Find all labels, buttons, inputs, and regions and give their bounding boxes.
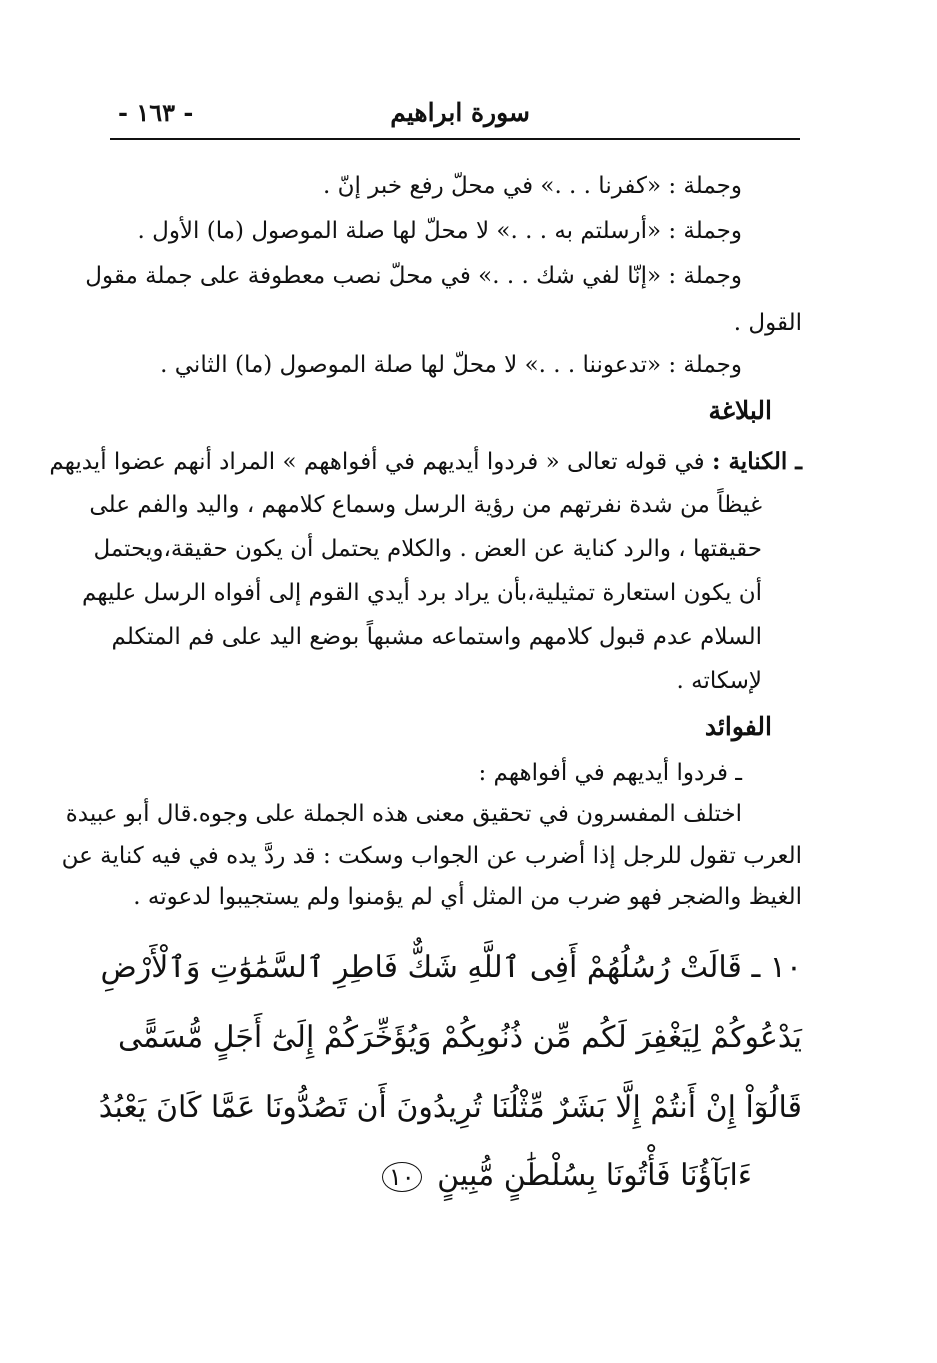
balagha-heading: البلاغة bbox=[708, 396, 772, 425]
irab-line: وجملة : «تدعوننا . . .» لا محلّ لها صلة الموصول (ما) الثاني . bbox=[160, 352, 742, 378]
verse-line: يَدْعُوكُمْ لِيَغْفِرَ لَكُم مِّن ذُنُوبِكُمْ وَيُؤَخِّرَكُمْ إِلَىٰٓ أَجَلٍ مُّسَمًّى bbox=[117, 1020, 802, 1055]
page-number: - ١٦٣ - bbox=[118, 98, 194, 127]
fawaid-line: الغيظ والضجر فهو ضرب من المثل أي لم يؤمنوا ولم يستجيبوا لدعوته . bbox=[133, 884, 802, 910]
balagha-line: غيظاً من شدة نفرتهم من رؤية الرسل وسماع كلامهم ، واليد والفم على bbox=[89, 492, 762, 518]
balagha-line: السلام عدم قبول كلامهم واستماعه مشبهاً بوضع اليد على فم المتكلم bbox=[111, 624, 762, 650]
fawaid-line: اختلف المفسرون في تحقيق معنى هذه الجملة على وجوه.قال أبو عبيدة bbox=[65, 801, 742, 827]
fawaid-line: العرب تقول للرجل إذا أضرب عن الجواب وسكت : قد ردَّ يده في فيه كناية عن bbox=[61, 843, 802, 869]
verse-line bbox=[382, 1158, 752, 1194]
balagha-line: أن يكون استعارة تمثيلية،بأن يراد برد أيدي القوم إلى أفواه الرسل عليهم bbox=[82, 580, 762, 606]
page-header bbox=[110, 92, 800, 140]
verse-text: قَالَتْ رُسُلُهُمْ أَفِى ٱللَّهِ شَكٌّ فَاطِرِ ٱلسَّمَٰوَٰتِ وَٱلْأَرْضِ bbox=[100, 950, 742, 985]
surah-title: سورة ابراهيم bbox=[390, 98, 530, 127]
kinaya-term: ـ الكناية : bbox=[711, 448, 802, 475]
fawaid-heading: الفوائد bbox=[704, 712, 772, 741]
irab-line: القول . bbox=[733, 310, 802, 336]
balagha-line: حقيقتها ، والرد كناية عن العض . والكلام يحتمل أن يكون حقيقة،ويحتمل bbox=[93, 536, 762, 562]
balagha-line: لإسكاته . bbox=[676, 668, 762, 694]
ayah-marker: ١٠ bbox=[382, 1162, 422, 1192]
balagha-line bbox=[49, 448, 802, 477]
irab-line: وجملة : «كفرنا . . .» في محلّ رفع خبر إنّ . bbox=[322, 173, 742, 199]
irab-line: وجملة : «إنّا لفي شك . . .» في محلّ نصب معطوفة على جملة مقول bbox=[85, 263, 742, 289]
fawaid-subtitle: ـ فردوا أيديهم في أفواههم : bbox=[478, 760, 742, 786]
verse-line bbox=[100, 950, 802, 986]
verse-number: ١٠ ـ bbox=[751, 950, 802, 985]
irab-line: وجملة : «أرسلتم به . . .» لا محلّ لها صلة الموصول (ما) الأول . bbox=[137, 218, 742, 244]
balagha-text: في قوله تعالى « فردوا أيديهم في أفواههم » المراد أنهم عضوا أيديهم bbox=[49, 449, 705, 475]
verse-line: قَالُوٓاْ إِنْ أَنتُمْ إِلَّا بَشَرٌ مِّثْلُنَا تُرِيدُونَ أَن تَصُدُّونَا عَمَّا كَانَ يَعْبُدُ bbox=[98, 1090, 802, 1125]
verse-text: ءَابَآؤُنَا فَأْتُونَا بِسُلْطَٰنٍ مُّبِينٍ bbox=[437, 1158, 752, 1193]
